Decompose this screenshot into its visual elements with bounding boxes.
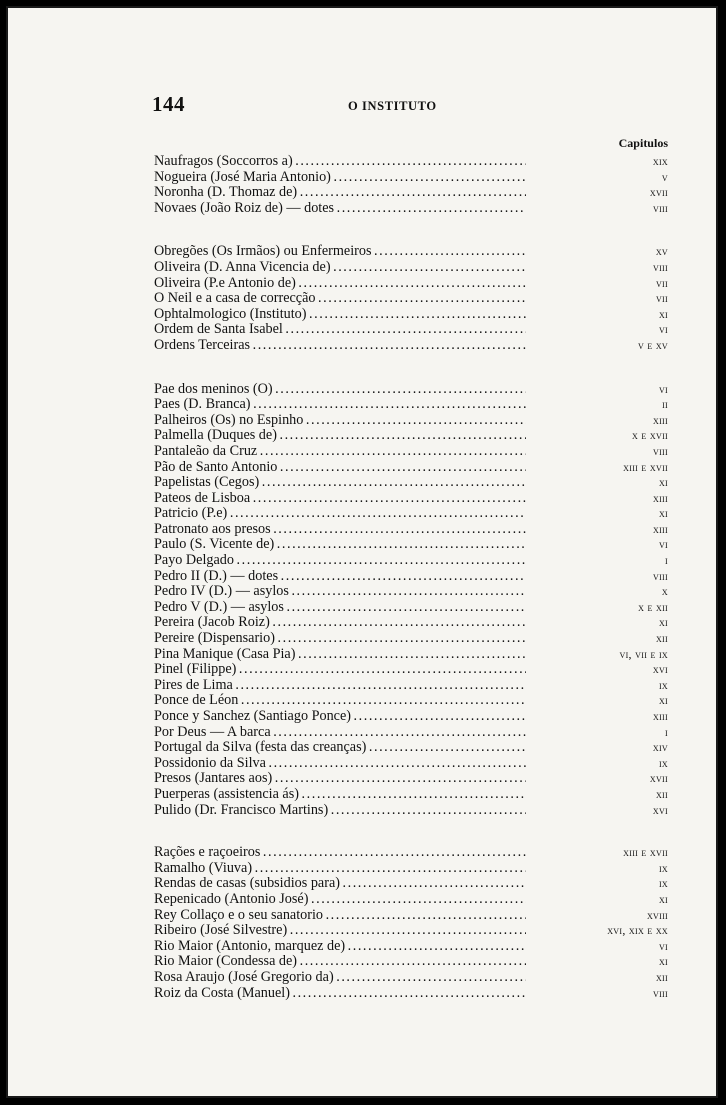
index-entry [8,908,720,924]
entry-chapter-ref: xvi [652,802,668,817]
entry-name: Rey Collaço e o seu sanatorio . . . [154,908,526,924]
index-entry [8,709,720,725]
entry-chapter-ref: vii [655,275,668,290]
entry-name: Ponce y Sanchez (Santiago Ponce) . . . [154,709,526,725]
index-entry [8,845,720,861]
index-entry [8,923,720,939]
entry-chapter-ref: xiii [653,490,668,505]
index-entry [8,276,720,292]
entry-chapter-ref: x e xvii [632,428,668,443]
entry-name: Possidonio da Silva . . . [154,756,526,772]
index-entry [8,506,720,522]
index-entry [8,970,720,986]
page-header [8,90,716,120]
entry-name: Pedro V (D.) — asylos . . . [154,600,526,616]
index-entry [8,244,720,260]
entry-name: Roiz da Costa (Manuel) . . . [154,986,526,1002]
entry-name: Pedro II (D.) — dotes . . . [154,569,526,585]
entry-chapter-ref: xvii [649,185,668,200]
entry-chapter-ref: xiii e xvii [623,845,668,860]
entry-chapter-ref: xiii [653,412,668,427]
index-entry [8,584,720,600]
entry-name: Obregões (Os Irmãos) ou Enfermeiros . . . [154,244,526,260]
index-entry [8,322,720,338]
column-header: Capitulos [618,136,668,150]
entry-name: Pateos de Lisboa . . . [154,491,526,507]
index-entry [8,201,720,217]
index-group [8,244,720,353]
entry-chapter-ref: xii [655,969,668,984]
entry-name: Pulido (Dr. Francisco Martins) . . . [154,803,526,819]
entry-name: Pinel (Filippe) . . . [154,662,526,678]
entry-name: Payo Delgado . . . [154,553,526,569]
entry-name: Pereire (Dispensario) . . . [154,631,526,647]
index-entry [8,154,720,170]
index-entry [8,553,720,569]
entry-name: Ramalho (Viuva) . . . [154,861,526,877]
entry-chapter-ref: x [661,584,668,599]
entry-name: Oliveira (P.e Antonio de) . . . [154,276,526,292]
index-entry [8,986,720,1002]
entry-chapter-ref: xvii [649,771,668,786]
entry-name: Paes (D. Branca) . . . [154,397,526,413]
entry-name: Rosa Araujo (José Gregorio da) . . . [154,970,526,986]
entry-name: Rendas de casas (subsidios para) . . . [154,876,526,892]
index-entry [8,803,720,819]
entry-chapter-ref: v [661,169,668,184]
index-entry [8,615,720,631]
entry-chapter-ref: xi [658,891,668,906]
entry-name: Palheiros (Os) no Espinho . . . [154,413,526,429]
entry-name: Presos (Jantares aos) . . . [154,771,526,787]
entry-chapter-ref: vii [655,291,668,306]
index-entry [8,185,720,201]
entry-name: Pedro IV (D.) — asylos . . . [154,584,526,600]
entry-name: Novaes (João Roiz de) — dotes . . . [154,201,526,217]
index-group [8,154,720,216]
index-entry [8,291,720,307]
entry-name: Patricio (P.e) . . . [154,506,526,522]
index-entry [8,460,720,476]
entry-chapter-ref: xi [658,475,668,490]
entry-name: Ribeiro (José Silvestre) . . . [154,923,526,939]
entry-name: Pires de Lima . . . [154,678,526,694]
entry-name: Pina Manique (Casa Pia) . . . [154,647,526,663]
entry-chapter-ref: vi, vii e ix [619,646,668,661]
entry-name: Naufragos (Soccorros a) . . . [154,154,526,170]
entry-chapter-ref: viii [653,200,668,215]
index-entry [8,662,720,678]
entry-chapter-ref: xi [658,693,668,708]
entry-chapter-ref: xv [655,244,668,259]
entry-chapter-ref: xiii [653,521,668,536]
entry-chapter-ref: xi [658,506,668,521]
index-entry [8,693,720,709]
entry-chapter-ref: xi [658,615,668,630]
book-page [6,6,718,1098]
entry-name: Puerperas (assistencia ás) . . . [154,787,526,803]
index-entry [8,678,720,694]
entry-chapter-ref: ix [658,876,668,891]
entry-chapter-ref: xiii [653,709,668,723]
entry-chapter-ref: viii [653,259,668,274]
entry-name: Por Deus — A barca . . . [154,725,526,741]
entry-chapter-ref: xii [655,631,668,646]
entry-name: Nogueira (José Maria Antonio) . . . [154,170,526,186]
entry-chapter-ref: xvi [652,662,668,677]
running-title: O INSTITUTO [348,99,437,113]
entry-name: Oliveira (D. Anna Vicencia de) . . . [154,260,526,276]
entry-name: Papelistas (Cegos) . . . [154,475,526,491]
index-entry [8,522,720,538]
entry-name: Rações e raçoeiros . . . [154,845,526,861]
entry-name: Patronato aos presos . . . [154,522,526,538]
entry-name: Ponce de Léon . . . [154,693,526,709]
index-entry [8,569,720,585]
index-entry [8,892,720,908]
entry-chapter-ref: viii [653,568,668,583]
entry-name: Ordem de Santa Isabel . . . [154,322,526,338]
entry-chapter-ref: ix [658,860,668,875]
entry-chapter-ref: vi [658,938,668,953]
index-entry [8,338,720,354]
entry-name: Ordens Terceiras . . . [154,338,526,354]
index-entry [8,397,720,413]
index-entry [8,307,720,323]
entry-chapter-ref: i [665,553,668,568]
entry-chapter-ref: vi [658,322,668,337]
index-group [8,845,720,1001]
entry-name: Rio Maior (Condessa de) . . . [154,954,526,970]
entry-name: Pereira (Jacob Roiz) . . . [154,615,526,631]
index-group [8,382,720,819]
index-entry [8,428,720,444]
entry-chapter-ref: ix [658,755,668,770]
entry-chapter-ref: xi [658,954,668,969]
entry-chapter-ref: xix [652,154,668,168]
index-entry [8,444,720,460]
index-list [8,154,720,1001]
entry-name: Ophtalmologico (Instituto) . . . [154,307,526,323]
index-entry [8,475,720,491]
entry-name: O Neil e a casa de correcção . . . [154,291,526,307]
index-entry [8,740,720,756]
entry-chapter-ref: vi [658,537,668,552]
entry-name: Portugal da Silva (festa das creanças) . . . [154,740,526,756]
entry-chapter-ref: viii [653,985,668,1000]
page-number: 144 [152,92,185,116]
index-entry [8,861,720,877]
index-entry [8,382,720,398]
entry-chapter-ref: viii [653,443,668,458]
index-entry [8,876,720,892]
index-entry [8,787,720,803]
entry-chapter-ref: vi [658,381,668,396]
entry-name: Pão de Santo Antonio . . . [154,460,526,476]
entry-chapter-ref: xii [655,786,668,801]
entry-name: Rio Maior (Antonio, marquez de) . . . [154,939,526,955]
index-entry [8,939,720,955]
entry-chapter-ref: v e xv [637,337,668,352]
index-entry [8,725,720,741]
index-entry [8,413,720,429]
entry-chapter-ref: xiv [652,740,668,755]
entry-chapter-ref: xi [658,306,668,321]
index-entry [8,647,720,663]
index-entry [8,954,720,970]
index-entry [8,600,720,616]
entry-chapter-ref: ix [658,677,668,692]
entry-chapter-ref: xvi, xix e xx [607,923,668,938]
entry-name: Noronha (D. Thomaz de) . . . [154,185,526,201]
entry-name: Palmella (Duques de) . . . [154,428,526,444]
entry-chapter-ref: i [665,724,668,739]
index-entry [8,537,720,553]
entry-name: Pantaleão da Cruz . . . [154,444,526,460]
index-entry [8,491,720,507]
index-entry [8,631,720,647]
entry-name: Pae dos meninos (O) . . . [154,382,526,398]
entry-name: Repenicado (Antonio José) . . . [154,892,526,908]
index-entry [8,260,720,276]
entry-chapter-ref: xiii e xvii [623,459,668,474]
index-entry [8,771,720,787]
entry-chapter-ref: xviii [646,907,668,922]
index-entry [8,170,720,186]
index-entry [8,756,720,772]
entry-chapter-ref: x e xii [638,599,668,614]
entry-chapter-ref: ii [662,397,668,412]
entry-name: Paulo (S. Vicente de) . . . [154,537,526,553]
